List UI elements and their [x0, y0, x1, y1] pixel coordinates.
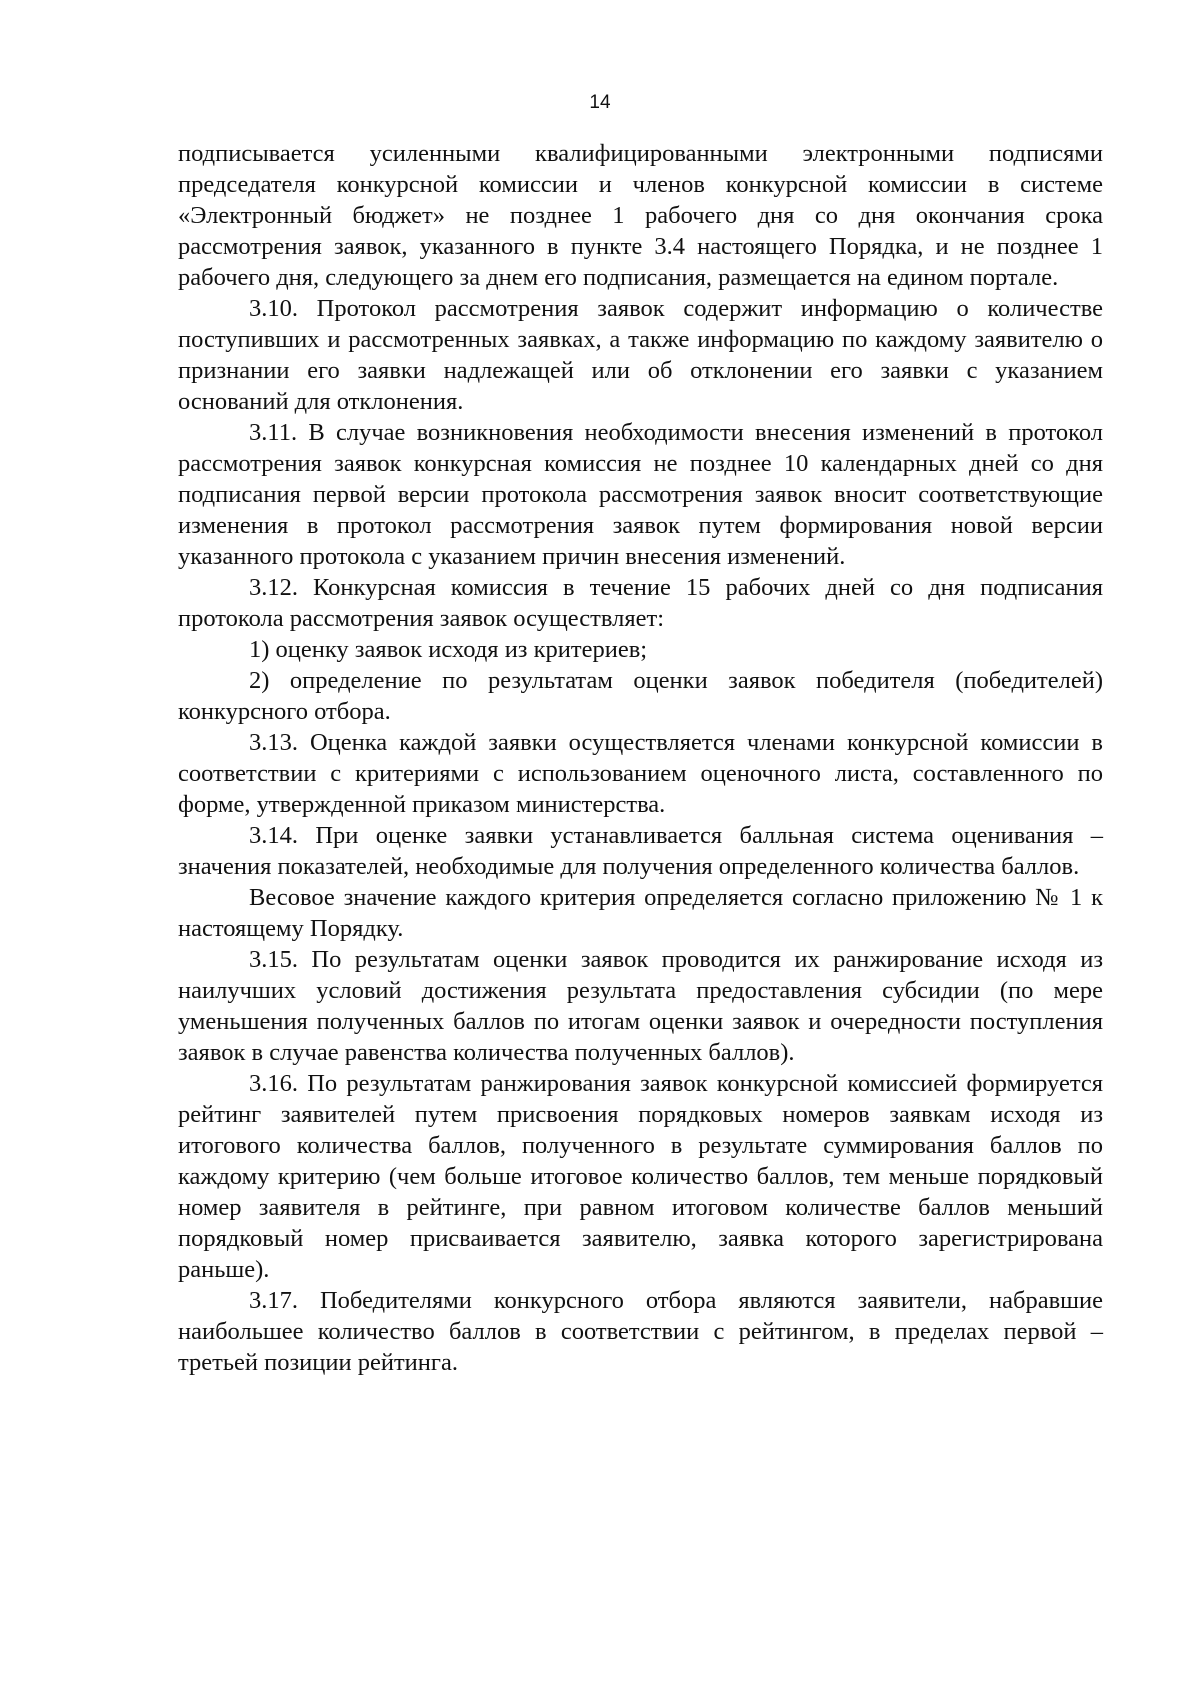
paragraph-3-16: 3.16. По результатам ранжирования заявок конкурсной комиссией формируется рейтинг заявителей путем присвоения порядковых номеров заявкам исходя из итогового количества баллов, полученного в результате суммирования баллов по каждому критерию (чем больше итоговое количество баллов, тем меньше порядковый номер заявителя в рейтинге, при равном итоговом количестве баллов меньший порядковый номер присваивается заявителю, заявка которого зарегистрирована раньше). [178, 1070, 1103, 1283]
paragraph-3-13: 3.13. Оценка каждой заявки осуществляется членами конкурсной комиссии в соответствии с критериями с использованием оценочного листа, составленного по форме, утвержденной приказом министерства. [178, 729, 1103, 818]
paragraph-3-12-item-2: 2) определение по результатам оценки заявок победителя (победителей) конкурсного отбора. [178, 667, 1103, 725]
paragraph-3-11: 3.11. В случае возникновения необходимости внесения изменений в протокол рассмотрения заявок конкурсная комиссия не позднее 10 календарных дней со дня подписания первой версии протокола рассмотрения заявок вносит соответствующие изменения в протокол рассмотрения заявок путем формирования новой версии указанного протокола с указанием причин внесения изменений. [178, 419, 1103, 570]
document-body [178, 138, 1103, 1378]
paragraph-3-14: 3.14. При оценке заявки устанавливается балльная система оценивания – значения показателей, необходимые для получения определенного количества баллов. [178, 822, 1103, 880]
paragraph-3-17: 3.17. Победителями конкурсного отбора являются заявители, набравшие наибольшее количество баллов в соответствии с рейтингом, в пределах первой – третьей позиции рейтинга. [178, 1287, 1103, 1376]
paragraph-3-15: 3.15. По результатам оценки заявок проводится их ранжирование исходя из наилучших условий достижения результата предоставления субсидии (по мере уменьшения полученных баллов по итогам оценки заявок и очередности поступления заявок в случае равенства количества полученных баллов). [178, 946, 1103, 1066]
paragraph-continuation: подписывается усиленными квалифицированными электронными подписями председателя конкурсной комиссии и членов конкурсной комиссии в системе «Электронный бюджет» не позднее 1 рабочего дня со дня окончания срока рассмотрения заявок, указанного в пункте 3.4 настоящего Порядка, и не позднее 1 рабочего дня, следующего за днем его подписания, размещается на едином портале. [178, 140, 1103, 291]
paragraph-3-12: 3.12. Конкурсная комиссия в течение 15 рабочих дней со дня подписания протокола рассмотрения заявок осуществляет: [178, 574, 1103, 632]
page-number: 14 [589, 92, 611, 113]
paragraph-3-12-item-1: 1) оценку заявок исходя из критериев; [249, 636, 648, 663]
paragraph-3-14-weight: Весовое значение каждого критерия определяется согласно приложению № 1 к настоящему Порядку. [178, 884, 1103, 942]
paragraph-3-10: 3.10. Протокол рассмотрения заявок содержит информацию о количестве поступивших и рассмотренных заявках, а также информацию по каждому заявителю о признании его заявки надлежащей или об отклонении его заявки с указанием оснований для отклонения. [178, 295, 1103, 415]
